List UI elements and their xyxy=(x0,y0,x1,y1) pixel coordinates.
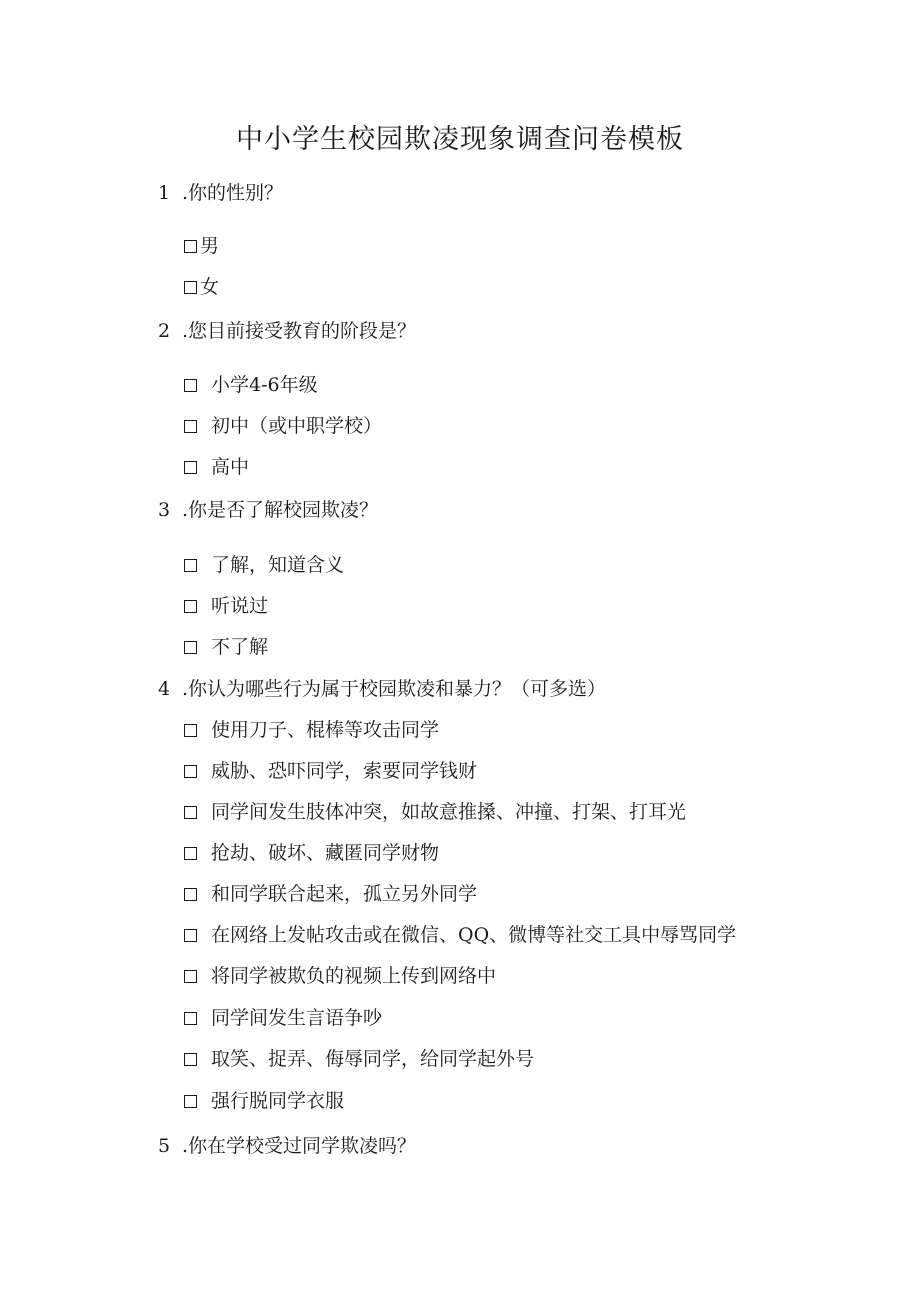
checkbox[interactable] xyxy=(184,379,197,392)
option-upload-video[interactable] xyxy=(184,963,496,989)
option-label: 在网络上发帖攻击或在微信、QQ、微博等社交工具中辱骂同学 xyxy=(211,924,737,946)
option-label: 高中 xyxy=(211,456,250,478)
checkbox[interactable] xyxy=(184,847,197,860)
option-heard-of[interactable] xyxy=(184,593,268,619)
question-number: 4 xyxy=(158,678,171,700)
option-label: 和同学联合起来，孤立另外同学 xyxy=(211,883,478,905)
question-number: 1 xyxy=(158,182,171,204)
checkbox[interactable] xyxy=(184,641,197,654)
option-junior-high[interactable] xyxy=(184,413,382,439)
question-3 xyxy=(158,497,378,523)
option-robbery[interactable] xyxy=(184,840,439,866)
checkbox[interactable] xyxy=(184,929,197,942)
option-label: 小学4-6年级 xyxy=(211,374,318,396)
checkbox[interactable] xyxy=(184,240,197,253)
question-2 xyxy=(158,318,416,344)
question-text: .你的性别？ xyxy=(182,182,284,204)
checkbox[interactable] xyxy=(184,888,197,901)
option-threaten[interactable] xyxy=(184,758,477,784)
question-text: .您目前接受教育的阶段是？ xyxy=(182,320,417,342)
option-label: 取笑、捉弄、侮辱同学，给同学起外号 xyxy=(211,1048,535,1070)
option-label: 强行脱同学衣服 xyxy=(211,1090,345,1112)
option-label: 抢劫、破坏、藏匿同学财物 xyxy=(211,842,440,864)
option-verbal-quarrel[interactable] xyxy=(184,1005,382,1031)
question-text: .你认为哪些行为属于校园欺凌和暴力？（可多选） xyxy=(182,678,607,700)
option-label: 使用刀子、棍棒等攻击同学 xyxy=(211,719,440,741)
option-primary-school[interactable] xyxy=(184,372,318,398)
checkbox[interactable] xyxy=(184,1053,197,1066)
question-1 xyxy=(158,180,283,206)
checkbox[interactable] xyxy=(184,724,197,737)
question-5 xyxy=(158,1133,416,1159)
option-label: 男 xyxy=(200,235,220,257)
option-female[interactable] xyxy=(184,274,219,300)
question-text: .你是否了解校园欺凌？ xyxy=(182,499,379,521)
option-label: 听说过 xyxy=(211,595,269,617)
option-label: 威胁、恐吓同学，索要同学钱财 xyxy=(211,760,478,782)
option-understand[interactable] xyxy=(184,552,344,578)
option-senior-high[interactable] xyxy=(184,454,249,480)
option-male[interactable] xyxy=(184,233,219,259)
question-number: 2 xyxy=(158,320,171,342)
option-mock[interactable] xyxy=(184,1046,534,1072)
option-physical-conflict[interactable] xyxy=(184,799,686,825)
question-text: .你在学校受过同学欺凌吗？ xyxy=(182,1135,417,1157)
option-isolate[interactable] xyxy=(184,881,477,907)
option-label: 不了解 xyxy=(211,636,269,658)
option-label: 女 xyxy=(200,276,220,298)
checkbox[interactable] xyxy=(184,806,197,819)
option-strip-clothes[interactable] xyxy=(184,1088,344,1114)
option-label: 了解，知道含义 xyxy=(211,554,345,576)
checkbox[interactable] xyxy=(184,1012,197,1025)
checkbox[interactable] xyxy=(184,765,197,778)
option-label: 同学间发生肢体冲突，如故意推搡、冲撞、打架、打耳光 xyxy=(211,801,687,823)
question-4 xyxy=(158,676,606,702)
option-online-abuse[interactable] xyxy=(184,922,736,948)
option-label: 初中（或中职学校） xyxy=(211,415,383,437)
checkbox[interactable] xyxy=(184,559,197,572)
option-not-understand[interactable] xyxy=(184,634,268,660)
checkbox[interactable] xyxy=(184,461,197,474)
question-number: 3 xyxy=(158,499,171,521)
option-weapons[interactable] xyxy=(184,717,439,743)
checkbox[interactable] xyxy=(184,1095,197,1108)
option-label: 同学间发生言语争吵 xyxy=(211,1007,383,1029)
checkbox[interactable] xyxy=(184,970,197,983)
question-number: 5 xyxy=(158,1135,171,1157)
option-label: 将同学被欺负的视频上传到网络中 xyxy=(211,965,497,987)
checkbox[interactable] xyxy=(184,281,197,294)
checkbox[interactable] xyxy=(184,600,197,613)
checkbox[interactable] xyxy=(184,420,197,433)
page-title: 中小学生校园欺凌现象调查问卷模板 xyxy=(236,124,684,155)
